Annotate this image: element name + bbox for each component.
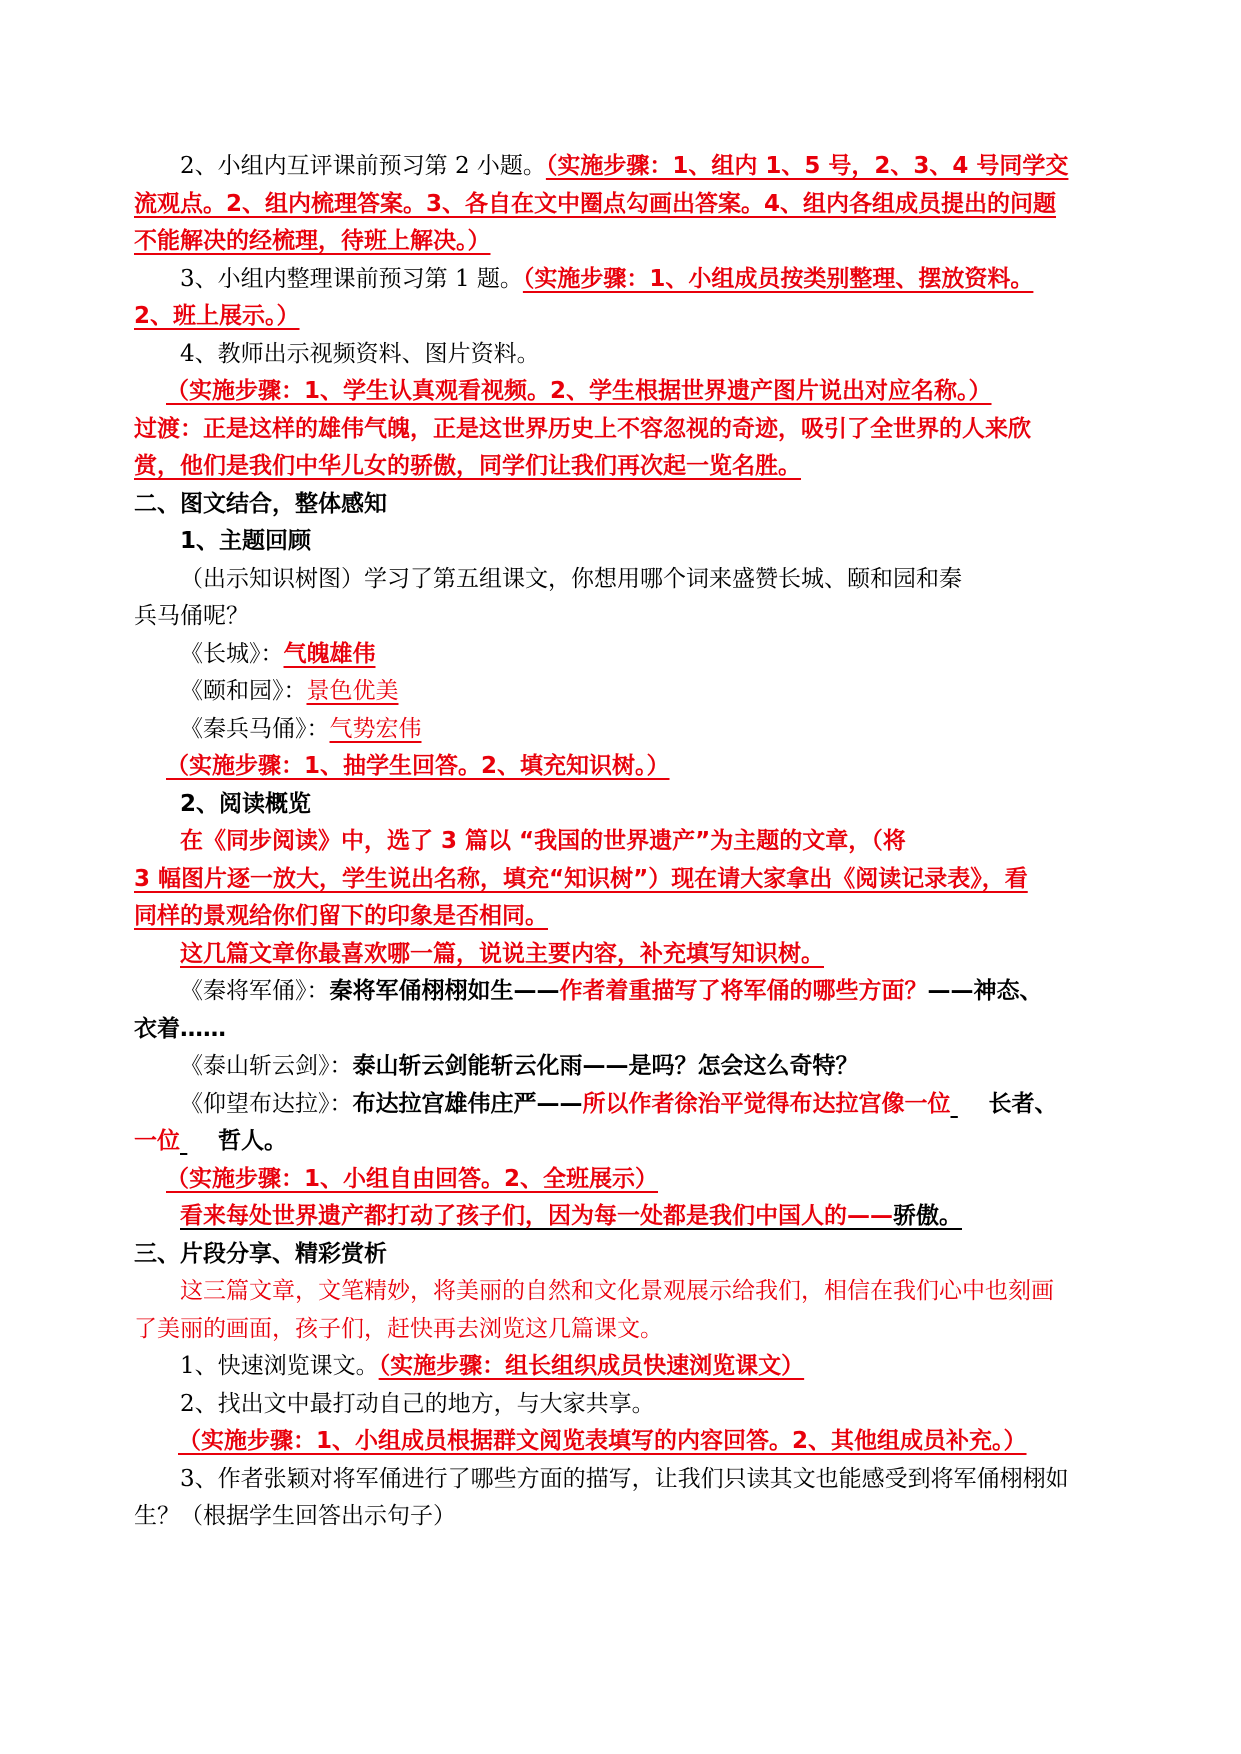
text-run: 哲人。 (218, 1128, 287, 1154)
paragraph-line: 了美丽的画面，孩子们，赶快再去浏览这几篇课文。 (134, 1315, 663, 1342)
subsection-heading: 1、主题回顾 (180, 528, 312, 554)
paragraph-line (134, 636, 1134, 674)
text-run: 骄傲。 (893, 1203, 962, 1229)
implementation-steps: （实施步骤：组长组织成员快速浏览课文） (378, 1353, 805, 1379)
implementation-steps: （实施步骤：1、小组成员根据群文阅览表填写的内容回答。2、其他组成员补充。） (178, 1428, 1027, 1454)
paragraph-line (134, 1123, 1134, 1161)
paragraph-line (134, 748, 1134, 786)
text-run: 同样的景观给你们留下的印象是否相同。 (134, 903, 548, 929)
text-run: 《长城》： (180, 640, 284, 667)
fill-blank (180, 1123, 218, 1161)
paragraph-line (134, 1348, 1134, 1386)
implementation-steps: （实施步骤：1、学生认真观看视频。2、学生根据世界遗产图片说出对应名称。） (166, 378, 992, 404)
fill-blank (951, 1086, 989, 1124)
text-run: 作者着重描写了将军俑的哪些方面？ (559, 978, 928, 1004)
section-heading: 三、片段分享、精彩赏析 (134, 1240, 387, 1267)
text-run: 这几篇文章你最喜欢哪一篇，说说主要内容，补充填写知识树。 (180, 940, 824, 967)
text-run: 一位 (134, 1128, 180, 1154)
document-body (134, 148, 1134, 1536)
text-run: 秦将军俑栩栩如生—— (329, 978, 560, 1004)
paragraph-line (134, 448, 1134, 486)
paragraph-line (134, 1198, 1134, 1236)
text-run: 1、快速浏览课文。 (180, 1353, 379, 1379)
paragraph-line: 3 幅图片逐一放大，学生说出名称，填充“知识树”）现在请大家拿出《阅读记录表》，看 (134, 865, 1028, 892)
text-run: 《颐和园》： (180, 678, 307, 704)
answer-text: 气势宏伟 (329, 715, 422, 742)
paragraph-line (134, 973, 1134, 1011)
paragraph-line (134, 673, 1134, 711)
subsection-heading: 2、阅读概览 (180, 790, 312, 817)
text-run: 布达拉宫雄伟庄严—— (352, 1090, 583, 1117)
implementation-steps: （实施步骤：1、组内 1、5 号，2、3、4 号同学交 (545, 153, 1069, 179)
implementation-steps-line: 流观点。2、组内梳理答案。3、各自在文中圈点勾画出答案。4、组内各组成员提出的问题 (134, 190, 1057, 217)
text-run: 看来每处世界遗产都打动了孩子们，因为每一处都是我们中国人的—— (180, 1203, 893, 1229)
paragraph-line: 兵马俑呢？ (134, 603, 249, 629)
section-heading: 二、图文结合，整体感知 (134, 490, 387, 517)
text-run: 《泰山斩云剑》： (180, 1053, 353, 1079)
implementation-steps: 2、班上展示。） (134, 303, 300, 329)
text-run: 长者、 (988, 1090, 1058, 1117)
paragraph-line (134, 711, 1134, 749)
paragraph-line: 生？（根据学生回答出示句子） (134, 1503, 456, 1529)
text-run: 2、小组内互评课前预习第 2 小题。 (180, 153, 546, 179)
answer-text: 景色优美 (306, 678, 399, 704)
transition-text: 过渡：正是这样的雄伟气魄，正是这世界历史上不容忽视的奇迹，吸引了全世界的人来欣 (134, 415, 1031, 442)
implementation-steps: 不能解决的经梳理，待班上解决。） (134, 228, 491, 254)
paragraph-line (134, 298, 1134, 336)
text-run: 《仰望布达拉》： (180, 1090, 353, 1117)
answer-text: 气魄雄伟 (283, 640, 376, 667)
paragraph-line (134, 1423, 1134, 1461)
text-run: 3、小组内整理课前预习第 1 题。 (180, 265, 523, 292)
implementation-steps: （实施步骤：1、抽学生回答。2、填充知识树。） (166, 753, 670, 779)
text-run: 泰山斩云剑能斩云化雨——是吗？怎会这么奇特？ (352, 1053, 859, 1079)
paragraph-line: 这三篇文章，文笔精妙，将美丽的自然和文化景观展示给我们，相信在我们心中也刻画 (180, 1278, 1054, 1304)
implementation-steps: （实施步骤：1、小组自由回答。2、全班展示） (166, 1165, 659, 1192)
text-run: 《秦兵马俑》： (180, 715, 330, 742)
paragraph-line (134, 148, 1134, 186)
paragraph-line: 衣着…… (134, 1015, 226, 1042)
paragraph-line: 4、教师出示视频资料、图片资料。 (180, 340, 540, 367)
paragraph-line (134, 373, 1134, 411)
paragraph-line: 3、作者张颖对将军俑进行了哪些方面的描写，让我们只读其文也能感受到将军俑栩栩如 (180, 1465, 1069, 1492)
paragraph-line (134, 223, 1134, 261)
paragraph-line (134, 261, 1134, 299)
paragraph-line (134, 1161, 1134, 1199)
paragraph-line (134, 1086, 1134, 1124)
paragraph-line: 2、找出文中最打动自己的地方，与大家共享。 (180, 1390, 655, 1417)
text-run: 《秦将军俑》： (180, 978, 330, 1004)
paragraph-line: （出示知识树图）学习了第五组课文，你想用哪个词来盛赞长城、颐和园和秦 (180, 565, 962, 592)
implementation-steps: （实施步骤：1、小组成员按类别整理、摆放资料。 (522, 265, 1034, 292)
paragraph-line (134, 898, 1134, 936)
text-run: ——神态、 (927, 978, 1043, 1004)
text-run: 所以作者徐治平觉得布达拉宫像一位 (582, 1090, 951, 1117)
transition-text: 赏，他们是我们中华儿女的骄傲，同学们让我们再次起一览名胜。 (134, 453, 801, 479)
paragraph-line (134, 936, 1134, 974)
paragraph-line (134, 1048, 1134, 1086)
paragraph-line: 在《同步阅读》中，选了 3 篇以 “我国的世界遗产”为主题的文章，（将 (180, 828, 906, 854)
